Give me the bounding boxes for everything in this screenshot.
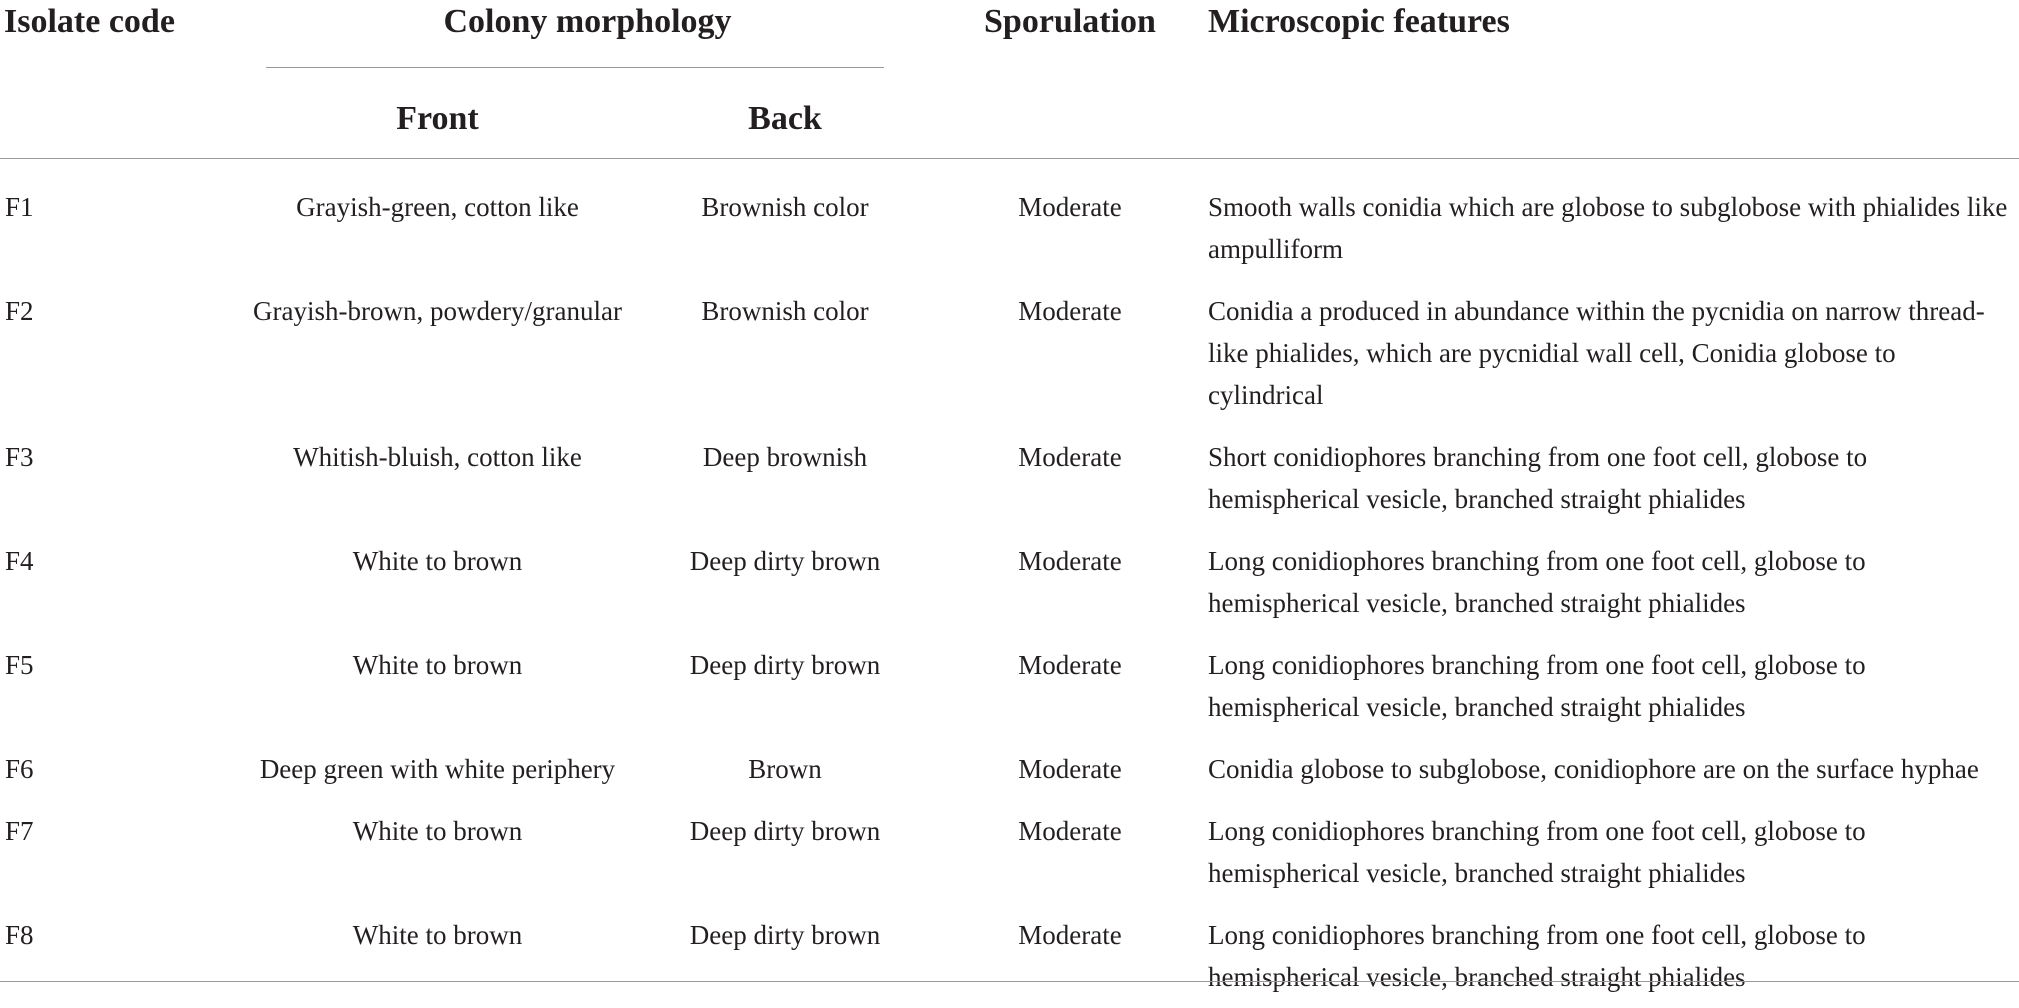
header-colony-morphology: Colony morphology: [443, 3, 732, 40]
table-header: [0, 0, 2019, 164]
table-bottom-rule: [0, 981, 2019, 982]
cell-back: Deep dirty brown: [689, 546, 881, 576]
cell-back: Brownish color: [701, 296, 869, 326]
header-back: Back: [748, 100, 822, 137]
cell-sporulation: Moderate: [1018, 754, 1122, 784]
cell-back: Deep brownish: [702, 442, 868, 472]
cell-front: Grayish-green, cotton like: [296, 192, 579, 222]
header-bottom-rule: [0, 158, 2019, 159]
cell-isolate-code: F2: [5, 296, 34, 326]
cell-front: White to brown: [352, 816, 523, 846]
cell-sporulation: Moderate: [1018, 920, 1122, 950]
cell-sporulation: Moderate: [1018, 816, 1122, 846]
header-sporulation: Sporulation: [984, 3, 1156, 40]
cell-sporulation: Moderate: [1018, 650, 1122, 680]
table-row: [0, 738, 2019, 800]
cell-microscopic-features: Long conidiophores branching from one foot cell, globose to hemispherical vesicle, branched straight phialides: [1208, 546, 1866, 618]
cell-sporulation: Moderate: [1018, 546, 1122, 576]
cell-back: Brownish color: [701, 192, 869, 222]
table-row: [0, 426, 2019, 530]
cell-microscopic-features: Short conidiophores branching from one foot cell, globose to hemispherical vesicle, branched straight phialides: [1208, 442, 1868, 514]
cell-sporulation: Moderate: [1018, 296, 1122, 326]
cell-microscopic-features: Long conidiophores branching from one foot cell, globose to hemispherical vesicle, branched straight phialides: [1208, 650, 1866, 722]
cell-front: Grayish-brown, powdery/granular: [253, 296, 622, 326]
cell-front: Deep green with white periphery: [259, 754, 616, 784]
cell-sporulation: Moderate: [1018, 442, 1122, 472]
cell-microscopic-features: Conidia globose to subglobose, conidiophore are on the surface hyphae: [1208, 754, 1979, 784]
cell-back: Deep dirty brown: [689, 920, 881, 950]
header-microscopic-features: Microscopic features: [1208, 3, 1510, 40]
cell-microscopic-features: Long conidiophores branching from one foot cell, globose to hemispherical vesicle, branched straight phialides: [1208, 920, 1866, 992]
cell-isolate-code: F7: [5, 816, 34, 846]
header-row-top: [0, 0, 2019, 68]
cell-isolate-code: F3: [5, 442, 34, 472]
table-row: [0, 800, 2019, 904]
cell-isolate-code: F4: [5, 546, 34, 576]
table-row: [0, 530, 2019, 634]
header-front: Front: [396, 100, 479, 137]
colony-morphology-divider: [266, 67, 884, 68]
table-body: [0, 164, 2019, 1008]
table-row: [0, 280, 2019, 426]
cell-microscopic-features: Smooth walls conidia which are globose to subglobose with phialides like ampulliform: [1208, 192, 2008, 264]
cell-front: White to brown: [352, 546, 523, 576]
cell-isolate-code: F5: [5, 650, 34, 680]
table-row: [0, 904, 2019, 1008]
cell-isolate-code: F6: [5, 754, 34, 784]
table-row: [0, 634, 2019, 738]
table-row: [0, 164, 2019, 280]
cell-front: White to brown: [352, 920, 523, 950]
cell-microscopic-features: Long conidiophores branching from one foot cell, globose to hemispherical vesicle, branched straight phialides: [1208, 816, 1866, 888]
cell-back: Deep dirty brown: [689, 650, 881, 680]
cell-microscopic-features: Conidia a produced in abundance within the pycnidia on narrow thread-like phialides, which are pycnidial wall cell, Conidia globose to cylindrical: [1208, 296, 1985, 410]
cell-isolate-code: F8: [5, 920, 34, 950]
header-isolate-code: Isolate code: [4, 3, 175, 40]
cell-front: Whitish-bluish, cotton like: [293, 442, 582, 472]
cell-front: White to brown: [352, 650, 523, 680]
cell-isolate-code: F1: [5, 192, 34, 222]
cell-sporulation: Moderate: [1018, 192, 1122, 222]
cell-back: Deep dirty brown: [689, 816, 881, 846]
cell-back: Brown: [748, 754, 822, 784]
